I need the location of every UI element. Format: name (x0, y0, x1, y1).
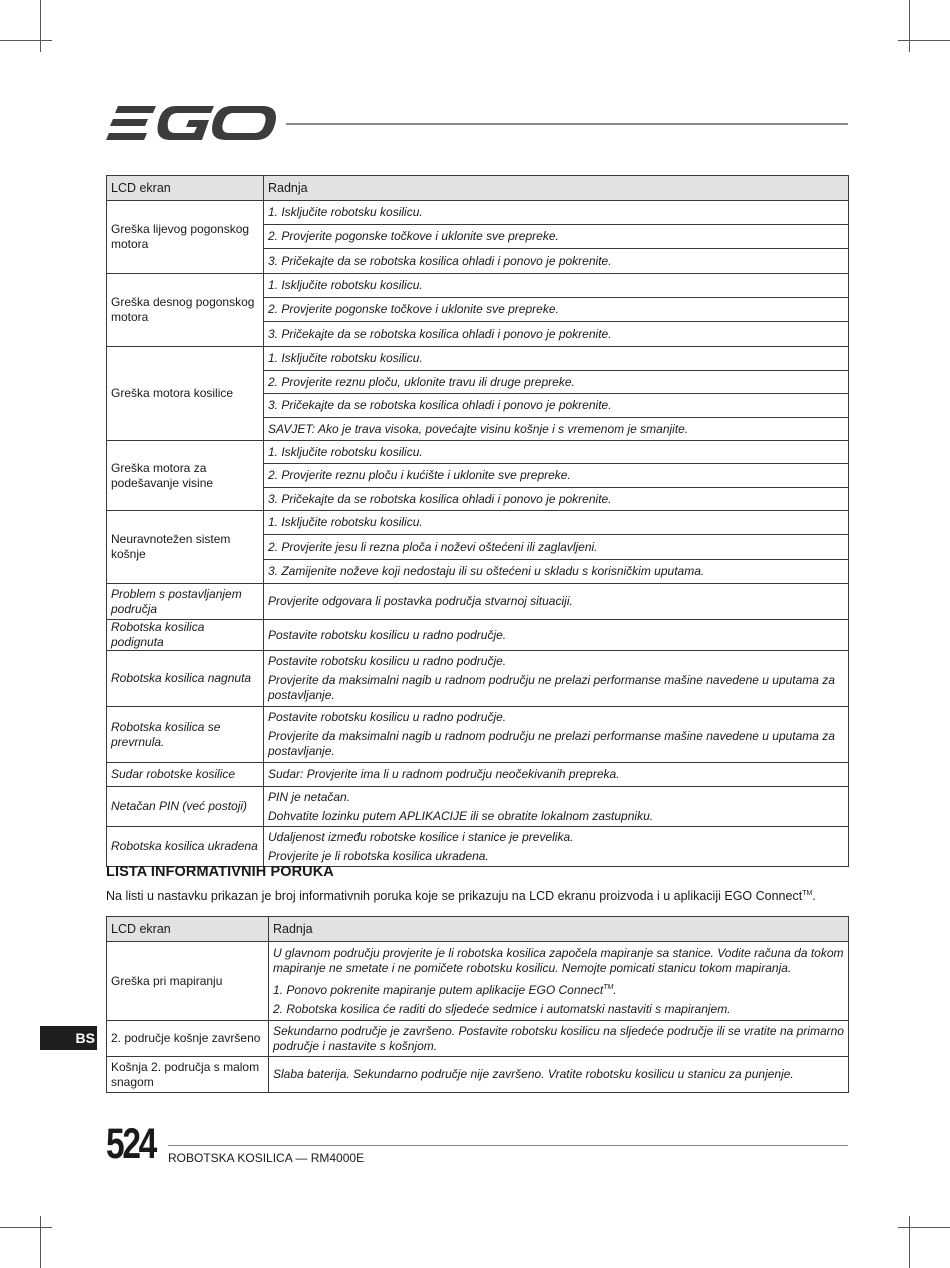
table-row (107, 201, 849, 225)
ego-logo (106, 104, 276, 147)
action-paragraph: Provjerite je li robotska kosilica ukradena. (268, 848, 489, 863)
column-header-lcd: LCD ekran (107, 917, 269, 942)
table-header-row (107, 176, 849, 201)
lcd-message-cell: Greška desnog pogonskog motora (107, 274, 264, 347)
trademark-mark: TM (802, 889, 813, 897)
table-row (107, 620, 849, 651)
lcd-message-cell: Problem s postavljanjem područja (107, 584, 264, 620)
action-cell: 3. Pričekajte da se robotska kosilica ohladi i ponovo je pokrenite. (264, 249, 849, 274)
action-paragraph: Postavite robotsku kosilicu u radno područje. (268, 654, 507, 668)
action-cell: Sekundarno područje je završeno. Postavite robotsku kosilicu na sljedeće područje ili se vratite na primarno područje i nastavite s košnjom. (269, 1021, 849, 1057)
action-cell: 2. Provjerite reznu ploču i kućište i uklonite sve prepreke. (264, 464, 849, 488)
action-paragraph: Udaljenost između robotske kosilice i stanice je prevelika. (268, 829, 574, 844)
footer-rule (168, 1145, 848, 1146)
table-row (107, 347, 849, 371)
language-tab-label: BS (75, 1030, 95, 1046)
column-header-action: Radnja (269, 917, 849, 942)
table-row (107, 827, 849, 867)
lcd-message-cell: Robotska kosilica se prevrnula. (107, 707, 264, 763)
action-cell: 2. Provjerite pogonske točkove i uklonite sve prepreke. (264, 298, 849, 322)
action-cell: 3. Pričekajte da se robotska kosilica ohladi i ponovo je pokrenite. (264, 488, 849, 511)
page-number: 524 (106, 1120, 155, 1168)
table-row (107, 787, 849, 827)
language-tab (40, 1026, 97, 1050)
action-cell: 1. Isključite robotsku kosilicu. (264, 201, 849, 225)
action-cell: 3. Pričekajte da se robotska kosilica ohladi i ponovo je pokrenite. (264, 322, 849, 347)
lcd-message-cell: 2. područje košnje završeno (107, 1021, 269, 1057)
lcd-message-cell: Košnja 2. područja s malom snagom (107, 1057, 269, 1093)
action-cell: 1. Isključite robotsku kosilicu. (264, 274, 849, 298)
section-title: LISTA INFORMATIVNIH PORUKA (106, 864, 334, 880)
lcd-message-cell: Netačan PIN (već postoji) (107, 787, 264, 827)
crop-mark (909, 0, 910, 52)
table-row (107, 274, 849, 298)
action-paragraph: Postavite robotsku kosilicu u radno područje. (268, 710, 507, 724)
action-cell: Postavite robotsku kosilicu u radno područje. (264, 620, 849, 651)
action-paragraph: 2. Robotska kosilica će raditi do sljedeće sedmice i automatski nastaviti s mapiranjem. (273, 1001, 731, 1016)
lcd-message-cell: Greška motora kosilice (107, 347, 264, 441)
action-cell: Sudar: Provjerite ima li u radnom području neočekivanih prepreka. (264, 763, 849, 787)
footer-title: ROBOTSKA KOSILICA — RM4000E (168, 1151, 365, 1165)
action-cell: 3. Zamijenite noževe koji nedostaju ili su oštećeni u skladu s korisničkim uputama. (264, 560, 849, 584)
action-cell (264, 827, 849, 867)
action-paragraph: U glavnom području provjerite je li robotska kosilica započela mapiranje sa stanice. Vodite računa da tokom mapiranje ne smetate i ne pomičete robotsku kosilicu. Nemojte pomicati stanicu tokom mapiranja. (273, 945, 844, 975)
action-paragraph: Dohvatite lozinku putem APLIKACIJE ili se obratite lokalnom zastupniku. (268, 808, 654, 823)
error-messages-table (106, 175, 849, 867)
action-paragraph (273, 980, 844, 998)
lcd-message-cell: Robotska kosilica nagnuta (107, 651, 264, 707)
lcd-message-cell: Greška motora za podešavanje visine (107, 441, 264, 511)
lcd-message-cell: Neuravnotežen sistem košnje (107, 511, 264, 584)
table-row (107, 1021, 849, 1057)
crop-mark (40, 0, 41, 52)
action-cell: 2. Provjerite jesu li rezna ploča i noževi oštećeni ili zaglavljeni. (264, 535, 849, 560)
lcd-message-cell: Robotska kosilica podignuta (107, 620, 264, 651)
lcd-message-cell: Greška pri mapiranju (107, 942, 269, 1021)
action-cell: 2. Provjerite reznu ploču, uklonite travu ili druge prepreke. (264, 371, 849, 394)
column-header-action: Radnja (264, 176, 849, 201)
crop-mark (0, 40, 52, 41)
action-cell (264, 651, 849, 707)
table-row (107, 651, 849, 707)
crop-mark (40, 1216, 41, 1268)
crop-mark (898, 40, 950, 41)
column-header-lcd: LCD ekran (107, 176, 264, 201)
action-cell: Provjerite odgovara li postavka područja stvarnoj situaciji. (264, 584, 849, 620)
action-paragraph: PIN je netačan. (268, 789, 351, 804)
table-row (107, 763, 849, 787)
trademark-mark: TM (603, 983, 614, 991)
action-cell: Slaba baterija. Sekundarno područje nije završeno. Vratite robotsku kosilicu u stanicu za punjenje. (269, 1057, 849, 1093)
action-cell: 1. Isključite robotsku kosilicu. (264, 441, 849, 464)
action-cell (264, 787, 849, 827)
action-paragraph: Provjerite da maksimalni nagib u radnom području ne prelazi performanse mašine navedene u uputama za postavljanje. (268, 673, 835, 702)
action-paragraph: Provjerite da maksimalni nagib u radnom području ne prelazi performanse mašine navedene u uputama za postavljanje. (268, 729, 835, 758)
action-cell (264, 707, 849, 763)
table-row (107, 707, 849, 763)
intro-end: . (812, 889, 816, 903)
table-row (107, 584, 849, 620)
table-row (107, 511, 849, 535)
table-row (107, 942, 849, 1021)
action-cell: 1. Isključite robotsku kosilicu. (264, 511, 849, 535)
crop-mark (0, 1227, 52, 1228)
intro-text: Na listi u nastavku prikazan je broj informativnih poruka koje se prikazuju na LCD ekranu proizvoda i u aplikaciji EGO Connect (106, 889, 803, 903)
info-messages-table (106, 916, 849, 1093)
action-cell (269, 942, 849, 1021)
section-intro (106, 889, 816, 903)
crop-mark (898, 1227, 950, 1228)
lcd-message-cell: Robotska kosilica ukradena (107, 827, 264, 867)
table-row (107, 441, 849, 464)
action-cell: 2. Provjerite pogonske točkove i uklonite sve prepreke. (264, 225, 849, 249)
lcd-message-cell: Greška lijevog pogonskog motora (107, 201, 264, 274)
action-step-end: . (613, 982, 617, 997)
lcd-message-cell: Sudar robotske kosilice (107, 763, 264, 787)
table-row (107, 1057, 849, 1093)
crop-mark (909, 1216, 910, 1268)
action-cell: 3. Pričekajte da se robotska kosilica ohladi i ponovo je pokrenite. (264, 394, 849, 418)
action-step: 1. Ponovo pokrenite mapiranje putem aplikacije EGO Connect (273, 982, 604, 997)
header-rule (286, 123, 848, 125)
action-cell: 1. Isključite robotsku kosilicu. (264, 347, 849, 371)
table-header-row (107, 917, 849, 942)
tip-cell: SAVJET: Ako je trava visoka, povećajte visinu košnje i s vremenom je smanjite. (264, 418, 849, 441)
